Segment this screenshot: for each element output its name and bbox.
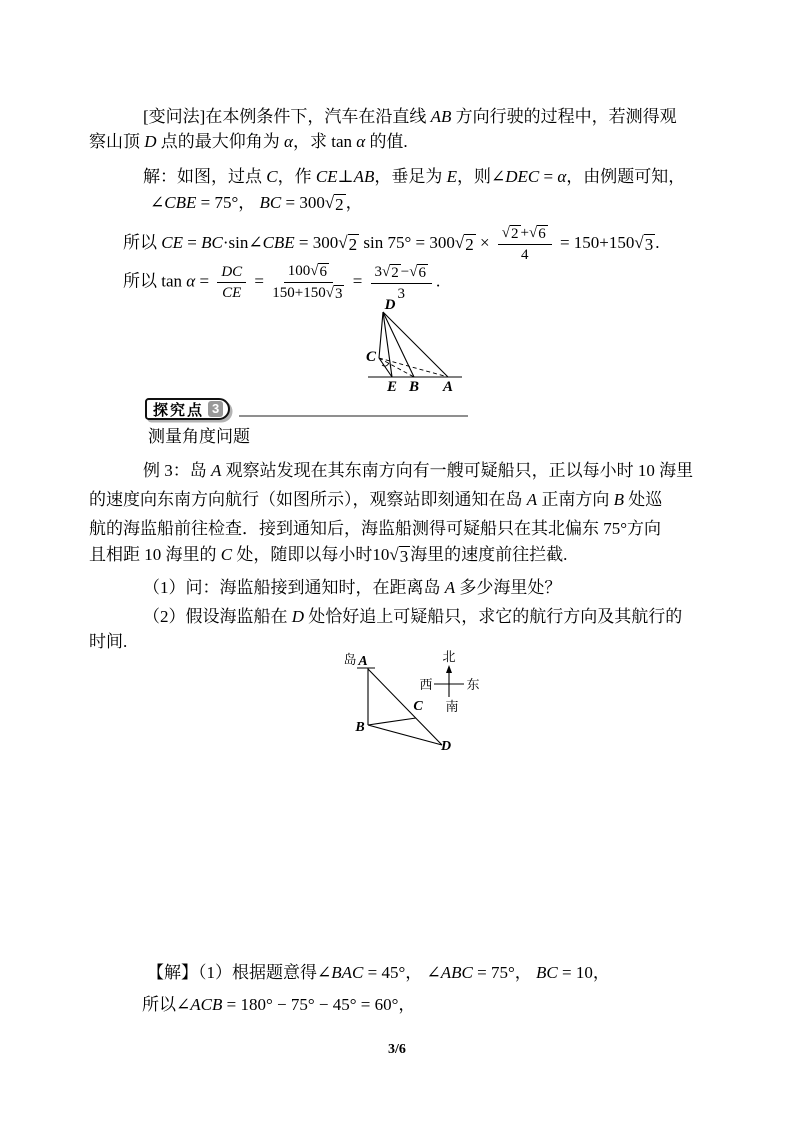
text-run: =	[250, 271, 269, 291]
angle-cbe-line	[150, 192, 363, 215]
fig2-label-island: 岛	[343, 652, 357, 667]
text-run: 多少海里处？	[455, 578, 562, 597]
radical	[310, 263, 329, 281]
math-run: ABC	[440, 963, 473, 982]
text-run: 所以	[123, 233, 162, 253]
text-run: 所以∠	[142, 995, 191, 1014]
math-run: A	[444, 578, 456, 597]
text-run: 方向行驶的过程中，若测得观	[451, 107, 677, 126]
fig1-label-C: C	[365, 349, 377, 365]
math-run: CBE	[164, 193, 197, 212]
denominator	[272, 283, 344, 303]
text-run: 处恰好追上可疑船只，求它的航行方向及其航行的	[304, 607, 683, 626]
angle-symbol: ∠	[150, 193, 165, 212]
radical-sign: √	[382, 263, 391, 280]
radical-sign: √	[501, 225, 511, 241]
text-run: 的值.	[365, 132, 408, 151]
compass-label-south: 南	[445, 699, 459, 714]
text-run: 察山顶	[89, 132, 145, 151]
text-run: 处巡	[624, 490, 663, 509]
math-run: CE	[161, 233, 183, 253]
compass-label-west: 西	[419, 677, 433, 692]
text-run: = 45°， ∠	[363, 963, 441, 982]
math-run: α	[356, 132, 366, 151]
radical-sign: √	[409, 263, 418, 280]
ce-formula-line	[123, 224, 660, 264]
radical	[326, 285, 345, 303]
math-run: ACB	[190, 995, 223, 1014]
math-run: C	[266, 167, 278, 186]
radicand: 2	[511, 226, 519, 242]
text-run: 所以 tan	[123, 271, 187, 291]
text-run: = 10，	[557, 963, 610, 982]
example3-line2	[89, 489, 662, 511]
text-run: 100	[287, 263, 311, 279]
radical	[338, 234, 359, 255]
math-run: D	[291, 607, 305, 626]
text-run: 时间.	[89, 632, 128, 651]
text-run: 150+150	[272, 285, 326, 302]
radicand: 6	[319, 264, 327, 280]
fig1-label-E: E	[386, 379, 398, 394]
radicand: 2	[465, 235, 474, 255]
radicand: 2	[335, 195, 344, 214]
text-run: （2）假设海监船在	[143, 607, 292, 626]
question2-line1	[143, 606, 682, 628]
radicand: 3	[399, 547, 409, 566]
compass-north-arrow	[446, 665, 452, 673]
dashed-CB	[379, 358, 414, 377]
text-run: 处，随即以每小时10	[232, 545, 390, 564]
radical	[389, 546, 410, 567]
example3-line4	[89, 544, 567, 567]
math-run: BAC	[331, 963, 364, 982]
page-number: 3/6	[388, 1042, 406, 1057]
example3-line1	[143, 460, 693, 482]
figure-navigation-diagram	[338, 646, 488, 769]
radicand: 2	[391, 264, 399, 281]
text-run: [变问法]在本例条件下，汽车在沿直线	[143, 107, 431, 126]
math-run: BC	[536, 963, 558, 982]
radical-sign: √	[389, 545, 399, 564]
math-run: E	[446, 167, 457, 186]
text-run: 海里的速度前往拦截.	[410, 545, 568, 564]
text-run: 点的最大仰角为	[156, 132, 285, 151]
compass-label-east: 东	[466, 677, 480, 692]
radical	[409, 264, 428, 282]
text-run: 解：如图，过点	[143, 167, 267, 186]
dashed-CA	[379, 358, 448, 377]
text-run: = 300	[294, 233, 339, 253]
fraction	[272, 262, 344, 304]
explore-point-number: 3	[208, 401, 223, 417]
text-run: ，由例题可知，	[566, 167, 686, 186]
text-run: sin 75° = 300	[359, 233, 455, 253]
text-run: =	[348, 271, 367, 291]
radical	[634, 234, 655, 255]
fig1-label-B: B	[408, 379, 420, 394]
text-run: = 150+150	[555, 233, 635, 253]
text-run: = 75°，	[472, 963, 536, 982]
fig2-label-C: C	[413, 699, 423, 714]
solution2-line1	[147, 962, 610, 984]
explore-point-label: 探究点	[153, 401, 205, 419]
math-run: C	[220, 545, 233, 564]
radical	[455, 234, 476, 255]
radicand: 6	[538, 226, 546, 242]
plus-sign: +	[520, 225, 529, 241]
math-run: CBE	[262, 233, 295, 253]
numerator: DC	[217, 263, 246, 283]
denominator: CE	[222, 285, 242, 302]
edge-DC	[379, 312, 383, 358]
figure-elevation-diagram	[355, 298, 470, 399]
variant-problem-line2	[89, 131, 408, 153]
fraction	[498, 224, 552, 264]
radical	[529, 225, 548, 243]
fig2-label-D: D	[440, 739, 452, 754]
text-run: ·sin∠	[222, 233, 263, 253]
question1-line	[143, 577, 561, 599]
math-run: DEC	[505, 167, 540, 186]
edge-DA	[383, 312, 448, 377]
math-run: A	[526, 490, 538, 509]
fraction	[217, 263, 246, 302]
fig1-label-D: D	[384, 298, 396, 313]
example3-line3	[89, 518, 661, 540]
compass-label-north: 北	[442, 649, 456, 664]
math-run: D	[144, 132, 157, 151]
text-run: ×	[475, 233, 494, 253]
fraction	[371, 263, 432, 303]
radical-sign: √	[325, 285, 334, 302]
math-run: BC	[259, 193, 282, 212]
denominator: 3	[397, 285, 406, 302]
math-run: B	[613, 490, 625, 509]
math-run: AB	[430, 107, 452, 126]
question2-line2	[89, 631, 127, 653]
radical-sign: √	[324, 193, 335, 212]
numerator	[284, 262, 333, 283]
math-run: BC	[201, 233, 223, 253]
radicand: 3	[334, 286, 343, 303]
numerator	[371, 263, 432, 284]
fig2-label-A: A	[358, 654, 368, 669]
explore-point-header	[145, 398, 230, 420]
text-run: 的速度向东南方向航行（如图所示），观察站即刻通知在岛	[89, 490, 527, 509]
text-run: = 180° − 75° − 45° = 60°，	[222, 995, 416, 1014]
text-run: （1）问：海监船接到通知时，在距离岛	[143, 578, 445, 597]
denominator: 4	[521, 247, 529, 264]
text-run: .	[655, 233, 660, 253]
perp-symbol: ⊥	[337, 167, 354, 186]
text-run: .	[435, 271, 441, 291]
radical-sign: √	[454, 233, 465, 253]
text-run: =	[539, 167, 558, 186]
math-run: A	[211, 461, 222, 480]
radical	[382, 264, 401, 282]
radical-sign: √	[634, 233, 644, 253]
edge-BC	[368, 718, 416, 725]
text-run: 【解】（1）根据题意得∠	[147, 963, 332, 982]
text-run: 航的海监船前往检查．接到通知后，海监船测得可疑船只在其北偏东 75°方向	[89, 519, 662, 538]
text-run: ，求 tan	[292, 132, 357, 151]
solution2-line2	[142, 994, 415, 1016]
radical	[325, 194, 346, 215]
section-subtitle: 测量角度问题	[148, 427, 250, 446]
radical-sign: √	[528, 225, 538, 241]
radical	[502, 225, 521, 243]
text-run: ，则∠	[457, 167, 506, 186]
fig2-label-B: B	[355, 720, 365, 735]
radicand: 3	[644, 235, 654, 255]
text-run: 正南方向	[537, 490, 614, 509]
text-run: = 300	[281, 193, 325, 212]
radicand: 2	[348, 235, 358, 255]
minus-sign: −	[400, 263, 410, 280]
text-run: 3	[374, 263, 383, 280]
math-run: CE	[315, 167, 338, 186]
text-run: 例 3：岛	[143, 461, 211, 480]
text-run: ，	[345, 193, 363, 212]
solution-intro-line	[143, 166, 685, 188]
header-rule-line	[239, 415, 468, 417]
text-run: 且相距 10 海里的	[89, 545, 221, 564]
text-run: =	[182, 233, 202, 253]
text-run: = 75°，	[196, 193, 260, 212]
radical-sign: √	[310, 263, 319, 279]
math-run: α	[186, 271, 196, 291]
text-run: 观察站发现在其东南方向有一艘可疑船只，正以每小时 10 海里	[221, 461, 694, 480]
text-run: =	[195, 271, 214, 291]
text-run: ，垂足为	[374, 167, 447, 186]
text-run: ，作	[277, 167, 316, 186]
math-run: AB	[353, 167, 375, 186]
math-run: α	[284, 132, 293, 151]
edge-BD	[368, 725, 442, 745]
variant-problem-line1	[143, 106, 677, 128]
math-run: α	[557, 167, 567, 186]
numerator	[498, 224, 552, 245]
radical-sign: √	[338, 233, 348, 253]
radicand: 6	[418, 264, 426, 281]
explore-point-badge	[145, 398, 230, 420]
fig1-label-A: A	[442, 379, 454, 394]
